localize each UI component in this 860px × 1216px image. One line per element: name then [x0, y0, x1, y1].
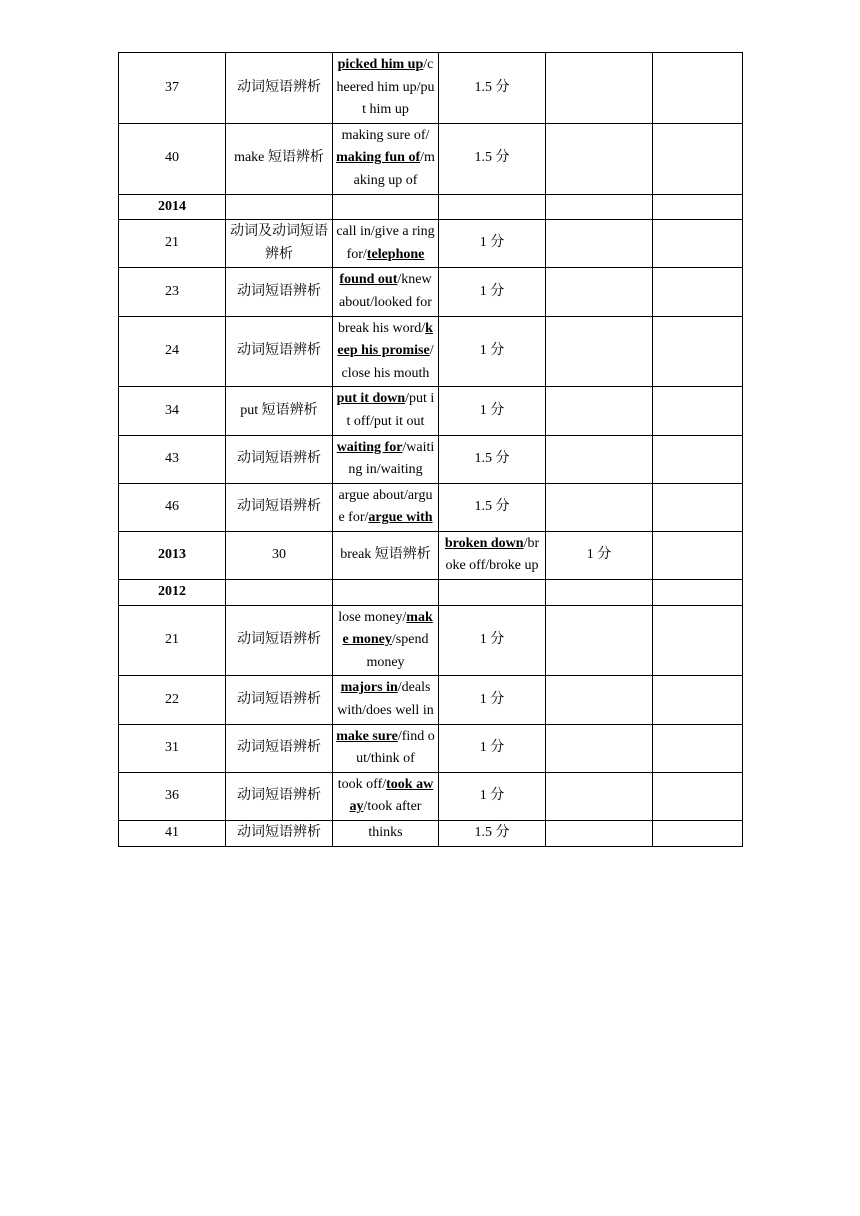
option-text: /deals with/does well in — [337, 680, 434, 719]
score: 1.5 分 — [439, 123, 546, 194]
question-number: 36 — [119, 772, 226, 820]
empty-cell — [546, 53, 653, 124]
question-number: 31 — [119, 724, 226, 772]
score: 1.5 分 — [439, 821, 546, 847]
table-body — [119, 53, 743, 847]
empty-cell — [546, 724, 653, 772]
empty-cell — [653, 123, 743, 194]
empty-cell — [333, 580, 439, 606]
answer-options — [439, 531, 546, 579]
empty-cell — [226, 580, 333, 606]
score: 1.5 分 — [439, 483, 546, 531]
option-text: argue about/argue for/ — [338, 487, 433, 526]
correct-answer: keep his promise — [337, 320, 433, 359]
question-number: 40 — [119, 123, 226, 194]
answer-options — [333, 435, 439, 483]
option-text: /close his mouth — [341, 343, 434, 381]
empty-cell — [546, 605, 653, 676]
answer-options — [333, 220, 439, 268]
answer-options — [333, 605, 439, 676]
correct-answer: picked him up — [337, 57, 424, 72]
question-number: 46 — [119, 483, 226, 531]
option-text: /waiting in/waiting — [348, 439, 435, 478]
option-text: call in/give a ring for/ — [336, 224, 435, 262]
year-label: 2012 — [119, 580, 226, 606]
year-label: 2014 — [119, 194, 226, 220]
question-type: make 短语辨析 — [226, 123, 333, 194]
score: 1 分 — [439, 316, 546, 387]
question-number: 24 — [119, 316, 226, 387]
table-row — [119, 676, 743, 724]
option-text: /took after — [363, 799, 422, 815]
empty-cell — [653, 821, 743, 847]
question-type: 动词短语辨析 — [226, 605, 333, 676]
empty-cell — [546, 483, 653, 531]
answer-options — [333, 123, 439, 194]
empty-cell — [653, 316, 743, 387]
question-type: break 短语辨析 — [333, 531, 439, 579]
year-label: 2013 — [119, 531, 226, 579]
option-text: lose money/ — [338, 609, 407, 625]
question-number: 30 — [226, 531, 333, 579]
option-text: /broke off/broke up — [445, 535, 540, 574]
option-text: /find out/think of — [356, 728, 435, 767]
option-text: making sure of/ — [341, 127, 430, 143]
question-type: 动词短语辨析 — [226, 724, 333, 772]
score: 1.5 分 — [439, 53, 546, 124]
answer-options — [333, 483, 439, 531]
empty-cell — [439, 580, 546, 606]
correct-answer: making fun of — [336, 150, 421, 166]
empty-cell — [333, 194, 439, 220]
answer-options — [333, 316, 439, 387]
empty-cell — [546, 435, 653, 483]
empty-cell — [653, 580, 743, 606]
empty-cell — [653, 268, 743, 316]
table-row — [119, 220, 743, 268]
score: 1 分 — [439, 605, 546, 676]
table-row — [119, 316, 743, 387]
empty-cell — [546, 387, 653, 435]
score: 1 分 — [439, 220, 546, 268]
table-row — [119, 53, 743, 124]
correct-answer: make money — [342, 609, 433, 648]
answer-options — [333, 387, 439, 435]
empty-cell — [546, 123, 653, 194]
table-row — [119, 268, 743, 316]
answer-options — [333, 724, 439, 772]
question-number: 43 — [119, 435, 226, 483]
year-row — [119, 194, 743, 220]
question-number: 41 — [119, 821, 226, 847]
correct-answer: make sure — [336, 728, 398, 744]
correct-answer: broken down — [444, 535, 524, 551]
empty-cell — [546, 220, 653, 268]
answer-options — [333, 772, 439, 820]
option-text: /cheered him up/put him up — [336, 57, 435, 118]
question-number: 21 — [119, 220, 226, 268]
table-row — [119, 483, 743, 531]
empty-cell — [653, 53, 743, 124]
empty-cell — [653, 772, 743, 820]
empty-cell — [546, 821, 653, 847]
question-type: 动词短语辨析 — [226, 53, 333, 124]
empty-cell — [653, 387, 743, 435]
correct-answer: took away — [349, 776, 434, 815]
answer-table — [118, 52, 743, 847]
correct-answer: majors in — [340, 680, 398, 696]
answer-options — [333, 53, 439, 124]
empty-cell — [226, 194, 333, 220]
table-row — [119, 387, 743, 435]
table-row — [119, 821, 743, 847]
correct-answer: telephone — [366, 246, 425, 262]
option-text: break his word/ — [338, 320, 426, 336]
option-text: /making up of — [353, 150, 435, 188]
empty-cell — [653, 605, 743, 676]
year-row — [119, 580, 743, 606]
empty-cell — [546, 316, 653, 387]
question-type: 动词短语辨析 — [226, 821, 333, 847]
answer-options — [333, 676, 439, 724]
score: 1 分 — [439, 772, 546, 820]
option-text: /knew about/looked for — [339, 272, 432, 310]
question-number: 21 — [119, 605, 226, 676]
answer-options — [333, 821, 439, 847]
empty-cell — [653, 220, 743, 268]
table-row — [119, 435, 743, 483]
empty-cell — [653, 435, 743, 483]
empty-cell — [439, 194, 546, 220]
empty-cell — [653, 483, 743, 531]
answer-options — [333, 268, 439, 316]
empty-cell — [546, 772, 653, 820]
table-row — [119, 123, 743, 194]
score: 1 分 — [439, 387, 546, 435]
option-text: took off/ — [337, 776, 387, 792]
table-row — [119, 724, 743, 772]
option-text: thinks — [368, 825, 403, 840]
empty-cell — [653, 531, 743, 579]
empty-cell — [653, 194, 743, 220]
question-type: 动词短语辨析 — [226, 772, 333, 820]
question-type: 动词短语辨析 — [226, 316, 333, 387]
correct-answer: found out — [339, 272, 398, 288]
option-text: /put it off/put it out — [346, 391, 435, 429]
option-text: /spend money — [366, 632, 429, 670]
table-row — [119, 772, 743, 820]
score: 1 分 — [439, 268, 546, 316]
question-number: 34 — [119, 387, 226, 435]
question-type: 动词及动词短语辨析 — [226, 220, 333, 268]
empty-cell — [546, 268, 653, 316]
score: 1 分 — [439, 724, 546, 772]
question-type: 动词短语辨析 — [226, 435, 333, 483]
score: 1 分 — [439, 676, 546, 724]
question-type: 动词短语辨析 — [226, 676, 333, 724]
empty-cell — [546, 580, 653, 606]
empty-cell — [546, 194, 653, 220]
empty-cell — [653, 724, 743, 772]
empty-cell — [653, 676, 743, 724]
score: 1 分 — [546, 531, 653, 579]
table-row — [119, 605, 743, 676]
question-number: 23 — [119, 268, 226, 316]
empty-cell — [546, 676, 653, 724]
correct-answer: waiting for — [336, 439, 403, 455]
question-number: 22 — [119, 676, 226, 724]
question-type: put 短语辨析 — [226, 387, 333, 435]
question-type: 动词短语辨析 — [226, 483, 333, 531]
question-type: 动词短语辨析 — [226, 268, 333, 316]
table-row — [119, 531, 743, 579]
question-number: 37 — [119, 53, 226, 124]
correct-answer: argue with — [368, 510, 433, 526]
score: 1.5 分 — [439, 435, 546, 483]
correct-answer: put it down — [336, 391, 406, 407]
